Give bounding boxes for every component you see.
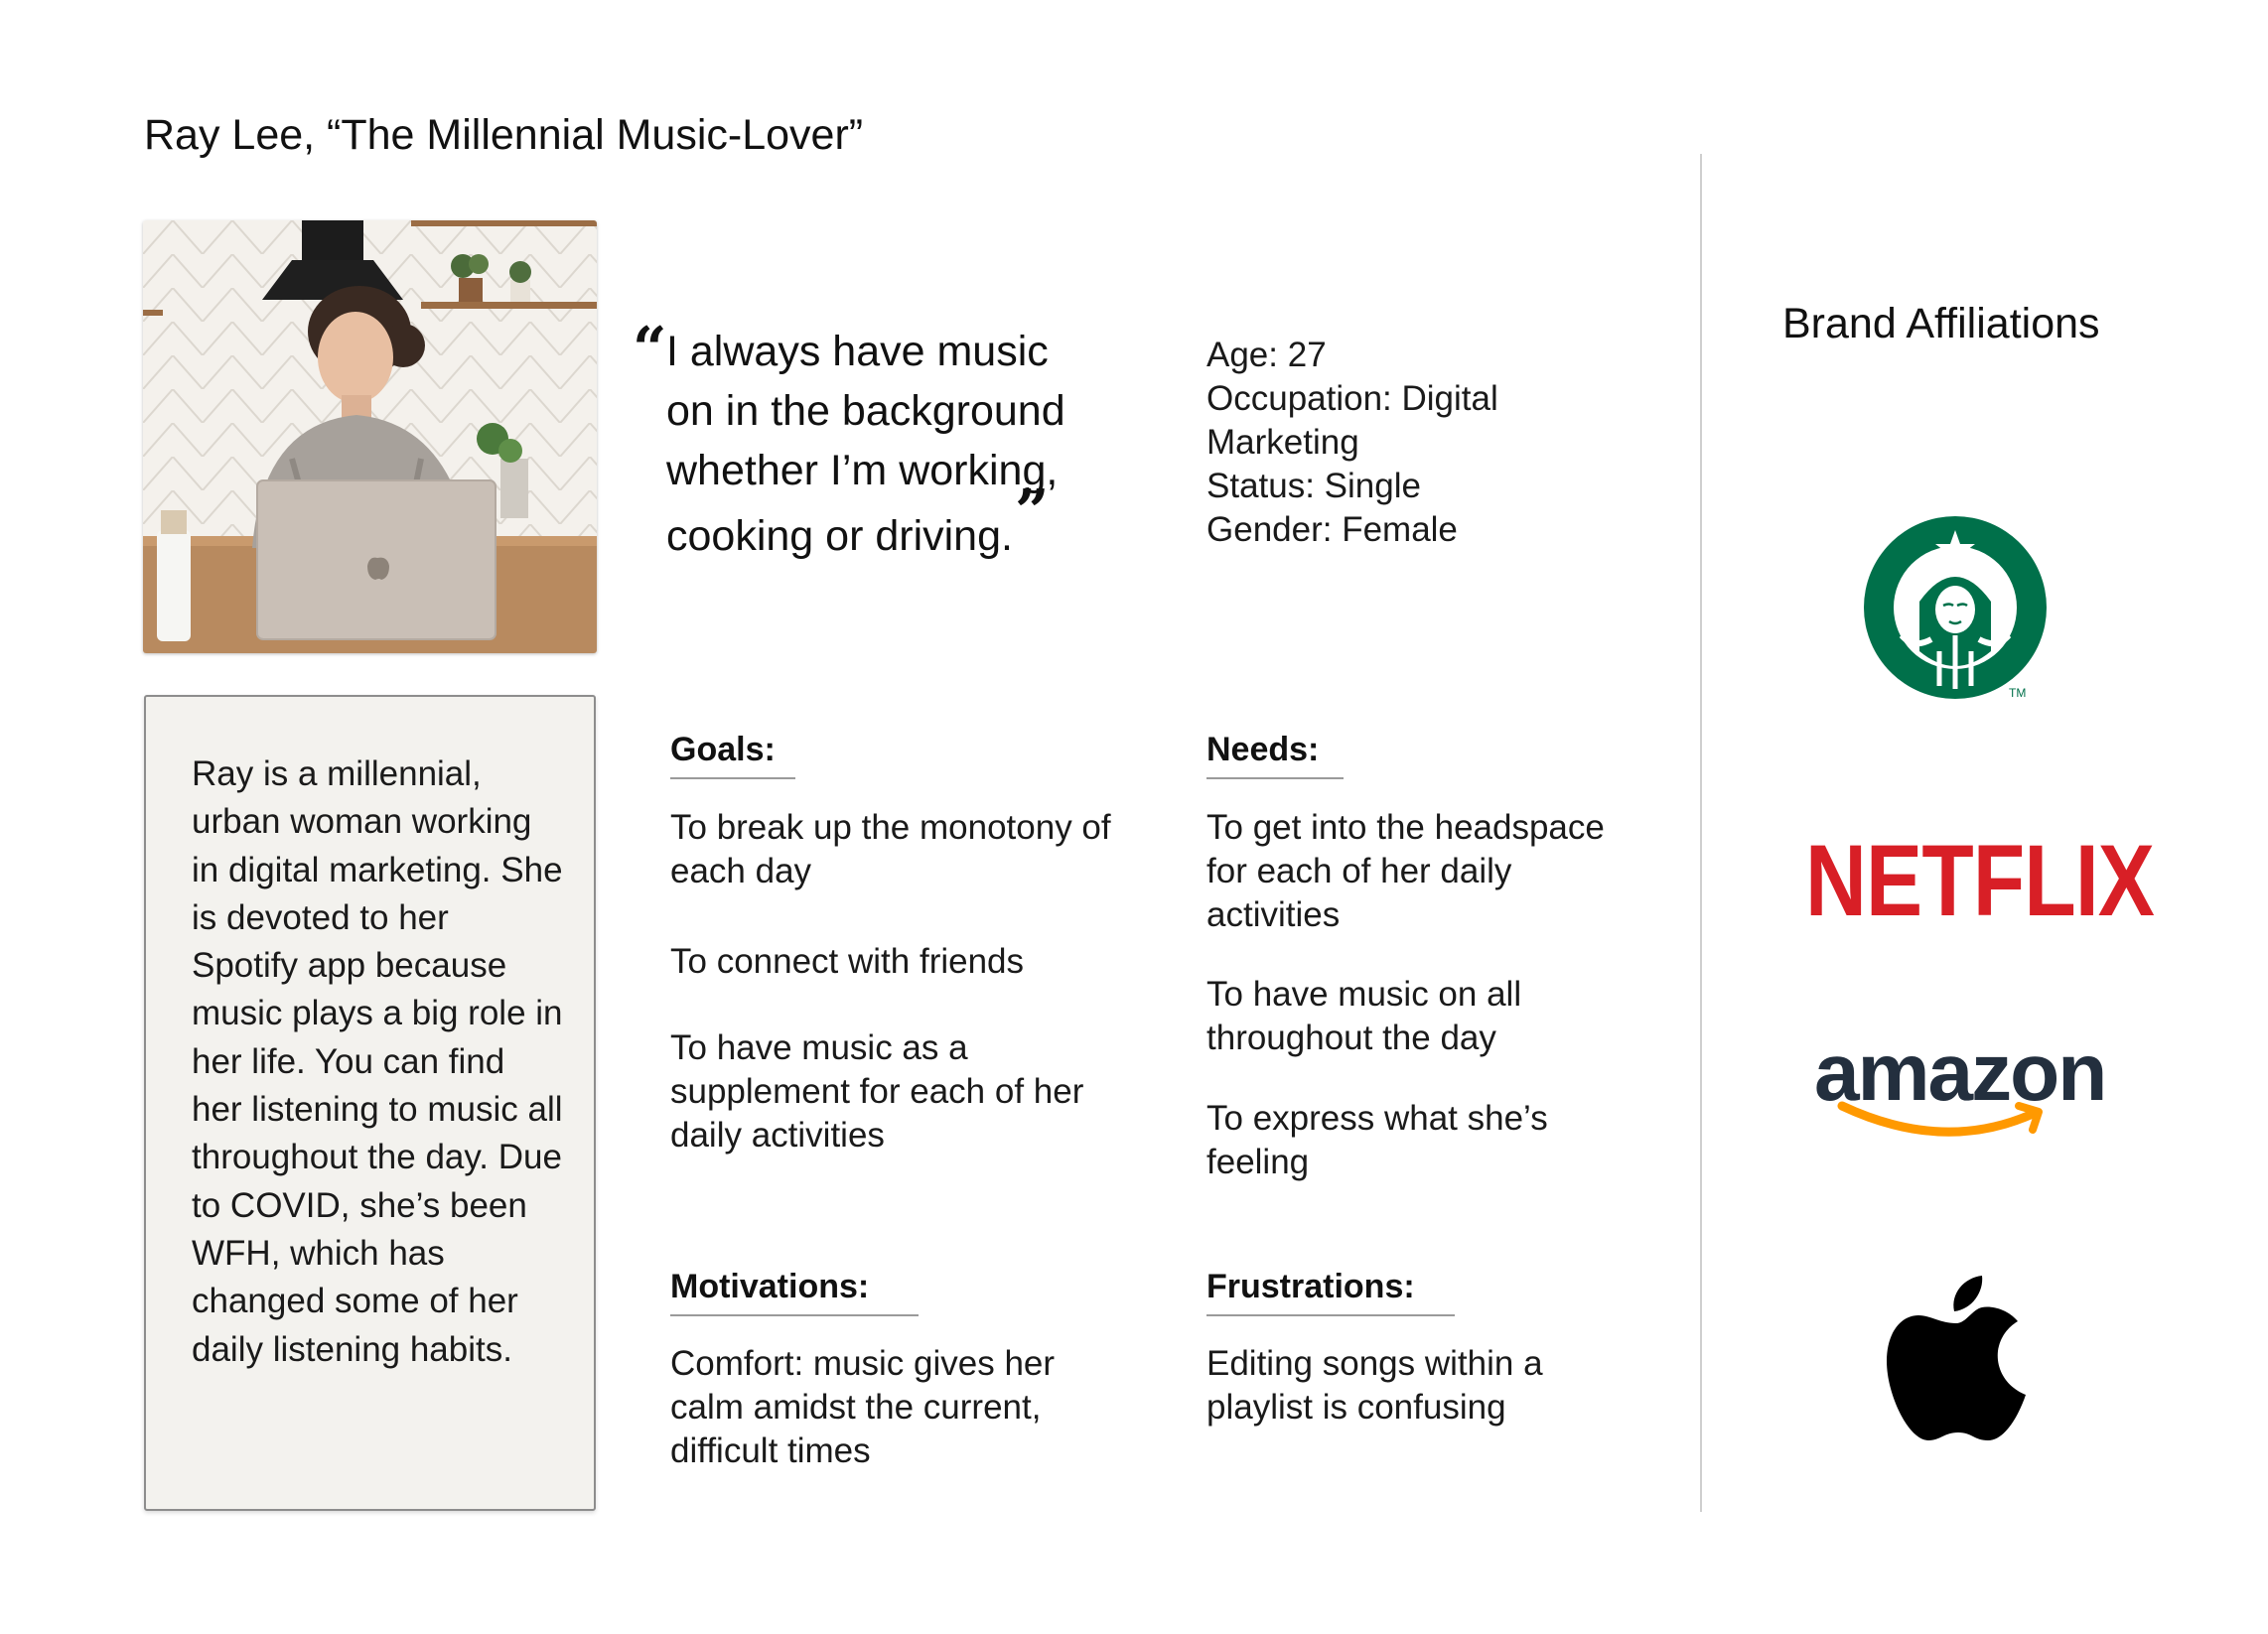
brand-affiliations-heading: Brand Affiliations <box>1782 300 2100 347</box>
need-item: To express what she’s feeling <box>1206 1099 1548 1181</box>
quote-close-mark: ” <box>1014 477 1050 547</box>
persona-quote <box>666 322 1103 566</box>
detail-gender: Gender: Female <box>1206 510 1458 549</box>
persona-photo <box>143 220 597 653</box>
apple-logo <box>1887 1274 2028 1442</box>
goal-item: To connect with friends <box>670 942 1025 981</box>
detail-occupation: Occupation: Digital Marketing <box>1206 379 1498 462</box>
persona-bio-box <box>144 695 596 1511</box>
goals-heading: Goals: <box>670 731 795 779</box>
detail-status: Status: Single <box>1206 467 1421 505</box>
frustration-item: Editing songs within a playlist is confusing <box>1206 1344 1543 1427</box>
quote-open-mark: “ <box>633 315 667 384</box>
persona-details <box>1206 334 1624 552</box>
starbucks-tm: TM <box>2009 686 2027 700</box>
starbucks-logo <box>1860 512 2051 703</box>
persona-quote-text: I always have music on in the background whether I’m working, cooking or driving. <box>666 328 1065 560</box>
netflix-logo: NETFLIX <box>1805 824 2155 937</box>
column-divider <box>1700 154 1702 1512</box>
amazon-logo <box>1814 1027 2112 1152</box>
detail-age: Age: 27 <box>1206 336 1327 374</box>
amazon-smile-icon <box>1834 1098 2062 1148</box>
frustrations-heading: Frustrations: <box>1206 1268 1455 1316</box>
persona-title: Ray Lee, “The Millennial Music-Lover” <box>144 111 864 159</box>
amazon-wordmark: amazon <box>1814 1027 2106 1118</box>
need-item: To have music on all throughout the day <box>1206 975 1522 1057</box>
goal-item: To have music as a supplement for each of her daily activities <box>670 1028 1084 1155</box>
motivation-item: Comfort: music gives her calm amidst the current, difficult times <box>670 1344 1056 1470</box>
motivations-heading: Motivations: <box>670 1268 919 1316</box>
needs-heading: Needs: <box>1206 731 1344 779</box>
persona-bio-text: Ray is a millennial, urban woman working in digital marketing. She is devoted to her Spotify app because music plays a big role in her life. You can find her listening to music all throughout the day. Due to COVID, she’s been WFH, which has changed some of her daily listening habits. <box>192 754 563 1369</box>
need-item: To get into the headspace for each of her daily activities <box>1206 808 1605 934</box>
goal-item: To break up the monotony of each day <box>670 808 1111 890</box>
